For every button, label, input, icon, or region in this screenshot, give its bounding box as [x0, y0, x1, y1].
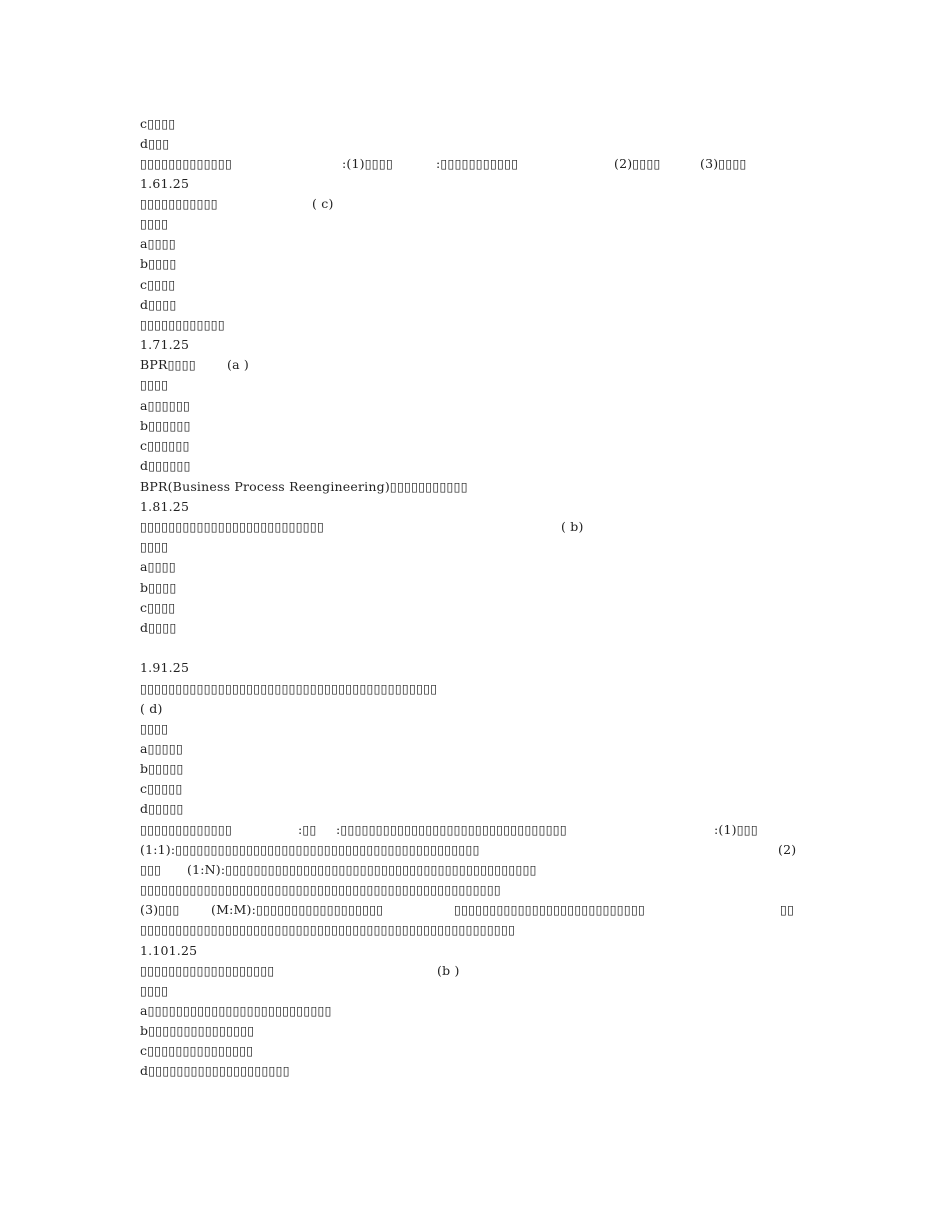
options-heading: ▯▯▯▯	[140, 983, 169, 998]
question-text: ▯▯▯▯▯▯▯▯▯▯▯▯▯▯▯▯▯▯▯▯▯▯▯▯▯▯	[140, 519, 325, 534]
explanation-item-1: :(1)▯▯▯▯	[342, 156, 394, 171]
explanation-item-3: (3)▯▯▯	[140, 902, 180, 917]
option-d-line: d▯▯▯▯▯	[140, 801, 184, 816]
options-heading: ▯▯▯▯	[140, 377, 169, 392]
explanation-text: ▯▯▯▯▯▯▯▯▯▯▯▯▯	[140, 156, 233, 171]
question-number: 1.91.25	[140, 660, 190, 675]
explanation-item-1-detail: :▯▯▯▯▯▯▯▯▯▯▯	[436, 156, 519, 171]
explanation-text: BPR(Business Process Reengineering)▯▯▯▯▯▯▯▯▯▯▯	[140, 479, 468, 494]
question-number: 1.71.25	[140, 337, 190, 352]
option-c-line: c▯▯▯▯	[140, 116, 176, 131]
explanation-text: ▯▯▯▯▯▯▯▯▯▯▯▯	[140, 317, 225, 332]
explanation-text: :▯▯▯▯▯▯▯▯▯▯▯▯▯▯▯▯▯▯▯▯▯▯▯▯▯▯▯▯▯▯▯▯	[336, 822, 567, 837]
explanation-text: ▯▯▯▯▯▯▯▯▯▯▯▯▯▯▯▯▯▯▯▯▯▯▯▯▯▯▯▯▯▯▯▯▯▯▯▯▯▯▯▯▯▯▯▯▯▯▯▯▯▯▯	[140, 882, 502, 897]
question-text: ▯▯▯▯▯▯▯▯▯▯▯▯▯▯▯▯▯▯▯▯▯▯▯▯▯▯▯▯▯▯▯▯▯▯▯▯▯▯▯▯▯▯	[140, 681, 438, 696]
option-d-line: d▯▯▯▯	[140, 620, 177, 635]
options-heading: ▯▯▯▯	[140, 721, 169, 736]
option-b-line: b▯▯▯▯▯	[140, 761, 184, 776]
option-c-line: c▯▯▯▯	[140, 277, 176, 292]
question-answer: ( b)	[561, 519, 584, 534]
option-c-line: c▯▯▯▯	[140, 600, 176, 615]
option-a-line: a▯▯▯▯	[140, 559, 176, 574]
option-a-line: a▯▯▯▯▯▯▯▯▯▯▯▯▯▯▯▯▯▯▯▯▯▯▯▯▯▯	[140, 1003, 332, 1018]
question-number: 1.101.25	[140, 943, 198, 958]
options-heading: ▯▯▯▯	[140, 216, 169, 231]
explanation-text: ▯▯▯	[140, 862, 162, 877]
option-b-line: b▯▯▯▯	[140, 580, 177, 595]
explanation-text: ▯▯▯▯▯▯▯▯▯▯▯▯▯	[140, 822, 233, 837]
question-answer: ( c)	[312, 196, 334, 211]
explanation-text: (1:1):▯▯▯▯▯▯▯▯▯▯▯▯▯▯▯▯▯▯▯▯▯▯▯▯▯▯▯▯▯▯▯▯▯▯▯▯▯▯▯▯▯▯▯	[140, 842, 480, 857]
option-d-line: d▯▯▯	[140, 136, 170, 151]
question-text: ▯▯▯▯▯▯▯▯▯▯▯	[140, 196, 218, 211]
question-text: ▯▯▯▯▯▯▯▯▯▯▯▯▯▯▯▯▯▯▯	[140, 963, 275, 978]
option-c-line: c▯▯▯▯▯▯	[140, 438, 190, 453]
option-d-line: d▯▯▯▯	[140, 297, 177, 312]
explanation-text: ▯▯▯▯▯▯▯▯▯▯▯▯▯▯▯▯▯▯▯▯▯▯▯▯▯▯▯	[454, 902, 646, 917]
explanation-text: (1:N):▯▯▯▯▯▯▯▯▯▯▯▯▯▯▯▯▯▯▯▯▯▯▯▯▯▯▯▯▯▯▯▯▯▯▯▯▯▯▯▯▯▯▯▯	[187, 862, 537, 877]
option-a-line: a▯▯▯▯▯	[140, 741, 184, 756]
question-number: 1.61.25	[140, 176, 190, 191]
explanation-text: :▯▯	[298, 822, 317, 837]
option-b-line: b▯▯▯▯▯▯▯▯▯▯▯▯▯▯▯	[140, 1023, 255, 1038]
question-text: BPR▯▯▯▯	[140, 357, 196, 372]
question-answer: ( d)	[140, 701, 163, 716]
explanation-item-2: (2)	[778, 842, 797, 857]
option-a-line: a▯▯▯▯▯▯	[140, 398, 191, 413]
option-d-line: d▯▯▯▯▯▯	[140, 458, 191, 473]
explanation-text: (M:M):▯▯▯▯▯▯▯▯▯▯▯▯▯▯▯▯▯▯	[211, 902, 384, 917]
question-answer: (a )	[227, 357, 249, 372]
option-b-line: b▯▯▯▯▯▯	[140, 418, 191, 433]
question-number: 1.81.25	[140, 499, 190, 514]
option-a-line: a▯▯▯▯	[140, 236, 176, 251]
explanation-item-2: (2)▯▯▯▯	[614, 156, 661, 171]
option-d-line: d▯▯▯▯▯▯▯▯▯▯▯▯▯▯▯▯▯▯▯▯	[140, 1063, 290, 1078]
options-heading: ▯▯▯▯	[140, 539, 169, 554]
option-b-line: b▯▯▯▯	[140, 256, 177, 271]
explanation-item-3: (3)▯▯▯▯	[700, 156, 747, 171]
question-answer: (b )	[437, 963, 460, 978]
explanation-item-1: :(1)▯▯▯	[714, 822, 758, 837]
explanation-text: ▯▯▯▯▯▯▯▯▯▯▯▯▯▯▯▯▯▯▯▯▯▯▯▯▯▯▯▯▯▯▯▯▯▯▯▯▯▯▯▯▯▯▯▯▯▯▯▯▯▯▯▯▯	[140, 922, 516, 937]
option-c-line: c▯▯▯▯▯▯▯▯▯▯▯▯▯▯▯	[140, 1043, 254, 1058]
explanation-text: ▯▯	[780, 902, 795, 917]
option-c-line: c▯▯▯▯▯	[140, 781, 183, 796]
